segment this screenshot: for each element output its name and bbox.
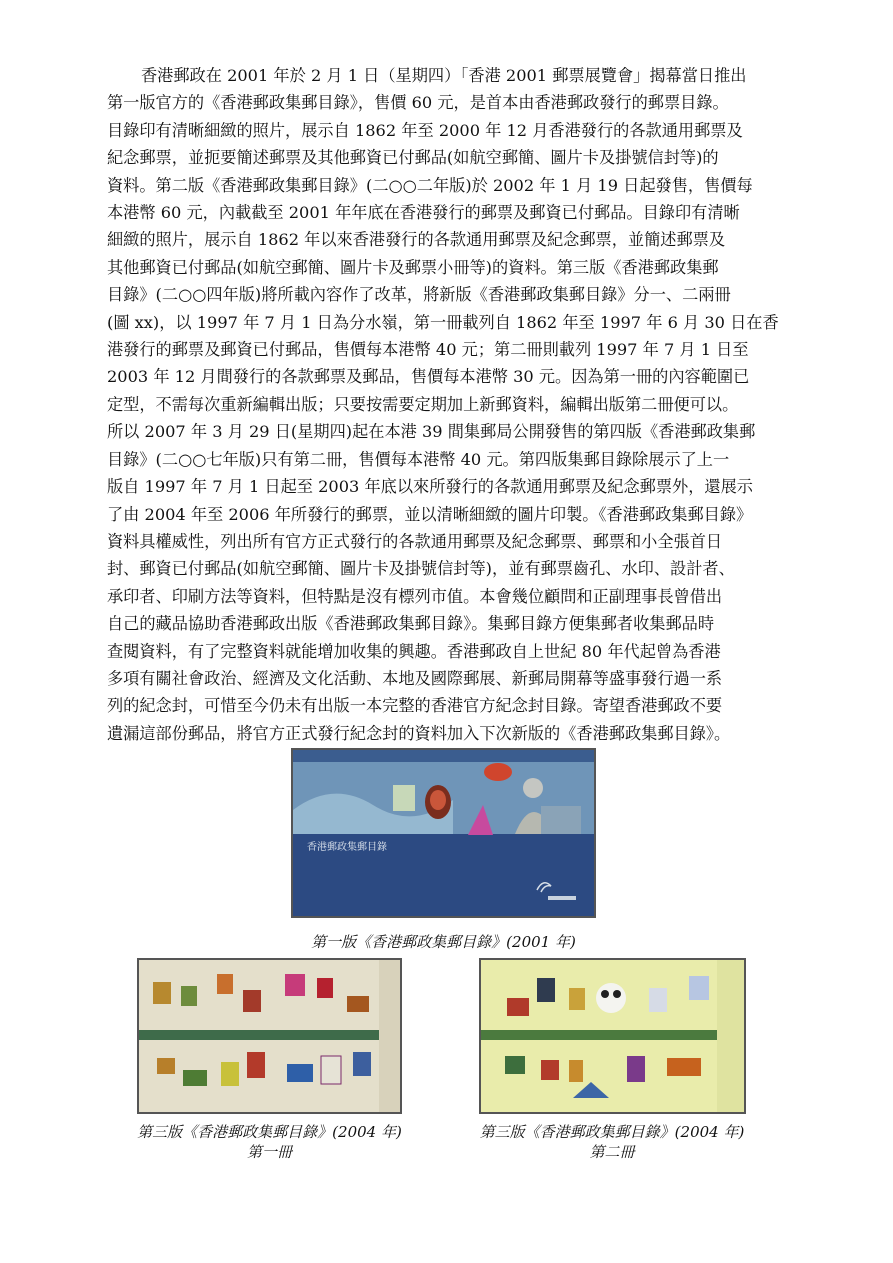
caption-line: 第三版《香港郵政集郵目錄》(2004 年) [137,1123,402,1141]
paragraph-line: 其他郵資已付郵品(如航空郵簡、圖片卡及郵票小冊等)的資料。第三版《香港郵政集郵 [107,257,719,277]
paragraph-line: 封、郵資已付郵品(如航空郵簡、圖片卡及掛號信封等)，並有郵票齒孔、水印、設計者、 [107,559,735,579]
caption-line: 第二冊 [589,1143,635,1161]
paragraph-line: 遺漏這部份郵品，將官方正式發行紀念封的資料加入下次新版的《香港郵政集郵目錄》。 [107,723,731,743]
body-paragraph [107,62,790,747]
paragraph-line: 紀念郵票，並扼要簡述郵票及其他郵資已付郵品(如航空郵簡、圖片卡及掛號信封等)的 [107,148,719,168]
paragraph-line: 查閱資料，有了完整資料就能增加收集的興趣。香港郵政自上世紀 80 年代起曾為香港 [107,641,721,661]
cover-title-text: 香港郵政集郵目錄 [307,842,387,853]
first-edition-cover-photo [291,748,596,918]
paragraph-line: 列的紀念封，可惜至今仍未有出版一本完整的香港官方紀念封目錄。寄望香港郵政不要 [107,696,723,716]
figure-caption: 第一版《香港郵政集郵目錄》(2001 年) [311,933,576,951]
paragraph-line: 本港幣 60 元，內載截至 2001 年年底在香港發行的郵票及郵資已付郵品。目錄印有清晰 [107,203,740,223]
paragraph-line: 資料。第二版《香港郵政集郵目錄》(二○○二年版)於 2002 年 1 月 19 日起發售，售價每 [107,175,753,195]
paragraph-line: 承印者、印刷方法等資料，但特點是沒有標列市值。本會幾位顧問和正副理事長曾借出 [107,586,723,606]
paragraph-line: 第一版官方的《香港郵政集郵目錄》，售價 60 元，是首本由香港郵政發行的郵票目錄。 [107,93,729,113]
caption-line: 第一冊 [246,1143,292,1161]
third-edition-vol2-photo [479,958,746,1114]
paragraph-line: 自己的藏品協助香港郵政出版《香港郵政集郵目錄》。集郵目錄方便集郵者收集郵品時 [107,614,715,634]
paragraph-line: (圖 xx)，以 1997 年 7 月 1 日為分水嶺，第一冊載列自 1862 年至 1997 年 6 月 30 日在香 [107,312,779,332]
paragraph-line: 定型，不需每次重新編輯出版；只要按需要定期加上新郵資料，編輯出版第二冊便可以。 [107,394,739,414]
paragraph-line: 資料具權威性，列出所有官方正式發行的各款通用郵票及紀念郵票、郵票和小全張首日 [107,531,723,551]
paragraph-line: 所以 2007 年 3 月 29 日(星期四)起在本港 39 間集郵局公開發售的第四版《香港郵政集郵 [107,422,756,442]
paragraph-line: 版自 1997 年 7 月 1 日起至 2003 年底以來所發行的各款通用郵票及紀念郵票外，還展示 [107,477,753,497]
paragraph-line: 香港郵政在 2001 年於 2 月 1 日（星期四）「香港 2001 郵票展覽會」揭幕當日推出 [141,66,747,85]
paragraph-line: 2003 年 12 月間發行的各款郵票及郵品，售價每本港幣 30 元。因為第一冊的內容範圍已 [107,367,750,387]
paragraph-line: 港發行的郵票及郵資已付郵品，售價每本港幣 40 元；第二冊則載列 1997 年 7 月 1 日至 [107,340,749,360]
paragraph-line: 目錄印有清晰細緻的照片，展示自 1862 年至 2000 年 12 月香港發行的各款通用郵票及 [107,120,743,140]
paragraph-line: 了由 2004 年至 2006 年所發行的郵票，並以清晰細緻的圖片印製。《香港郵政集郵目錄》 [107,504,753,524]
figure-caption [112,1122,427,1162]
paragraph-line: 目錄》(二○○七年版)只有第二冊，售價每本港幣 40 元。第四版集郵目錄除展示了上一 [107,449,730,469]
figure-caption [452,1122,772,1162]
third-edition-vol1-photo [137,958,402,1114]
paragraph-line: 目錄》(二○○四年版)將所載內容作了改革，將新版《香港郵政集郵目錄》分一、二兩冊 [107,285,731,305]
paragraph-line: 多項有關社會政治、經濟及文化活動、本地及國際郵展、新郵局開幕等盛事發行過一系 [107,668,723,688]
paragraph-line: 細緻的照片，展示自 1862 年以來香港發行的各款通用郵票及紀念郵票，並簡述郵票及 [107,230,726,250]
caption-line: 第三版《香港郵政集郵目錄》(2004 年) [479,1123,745,1141]
